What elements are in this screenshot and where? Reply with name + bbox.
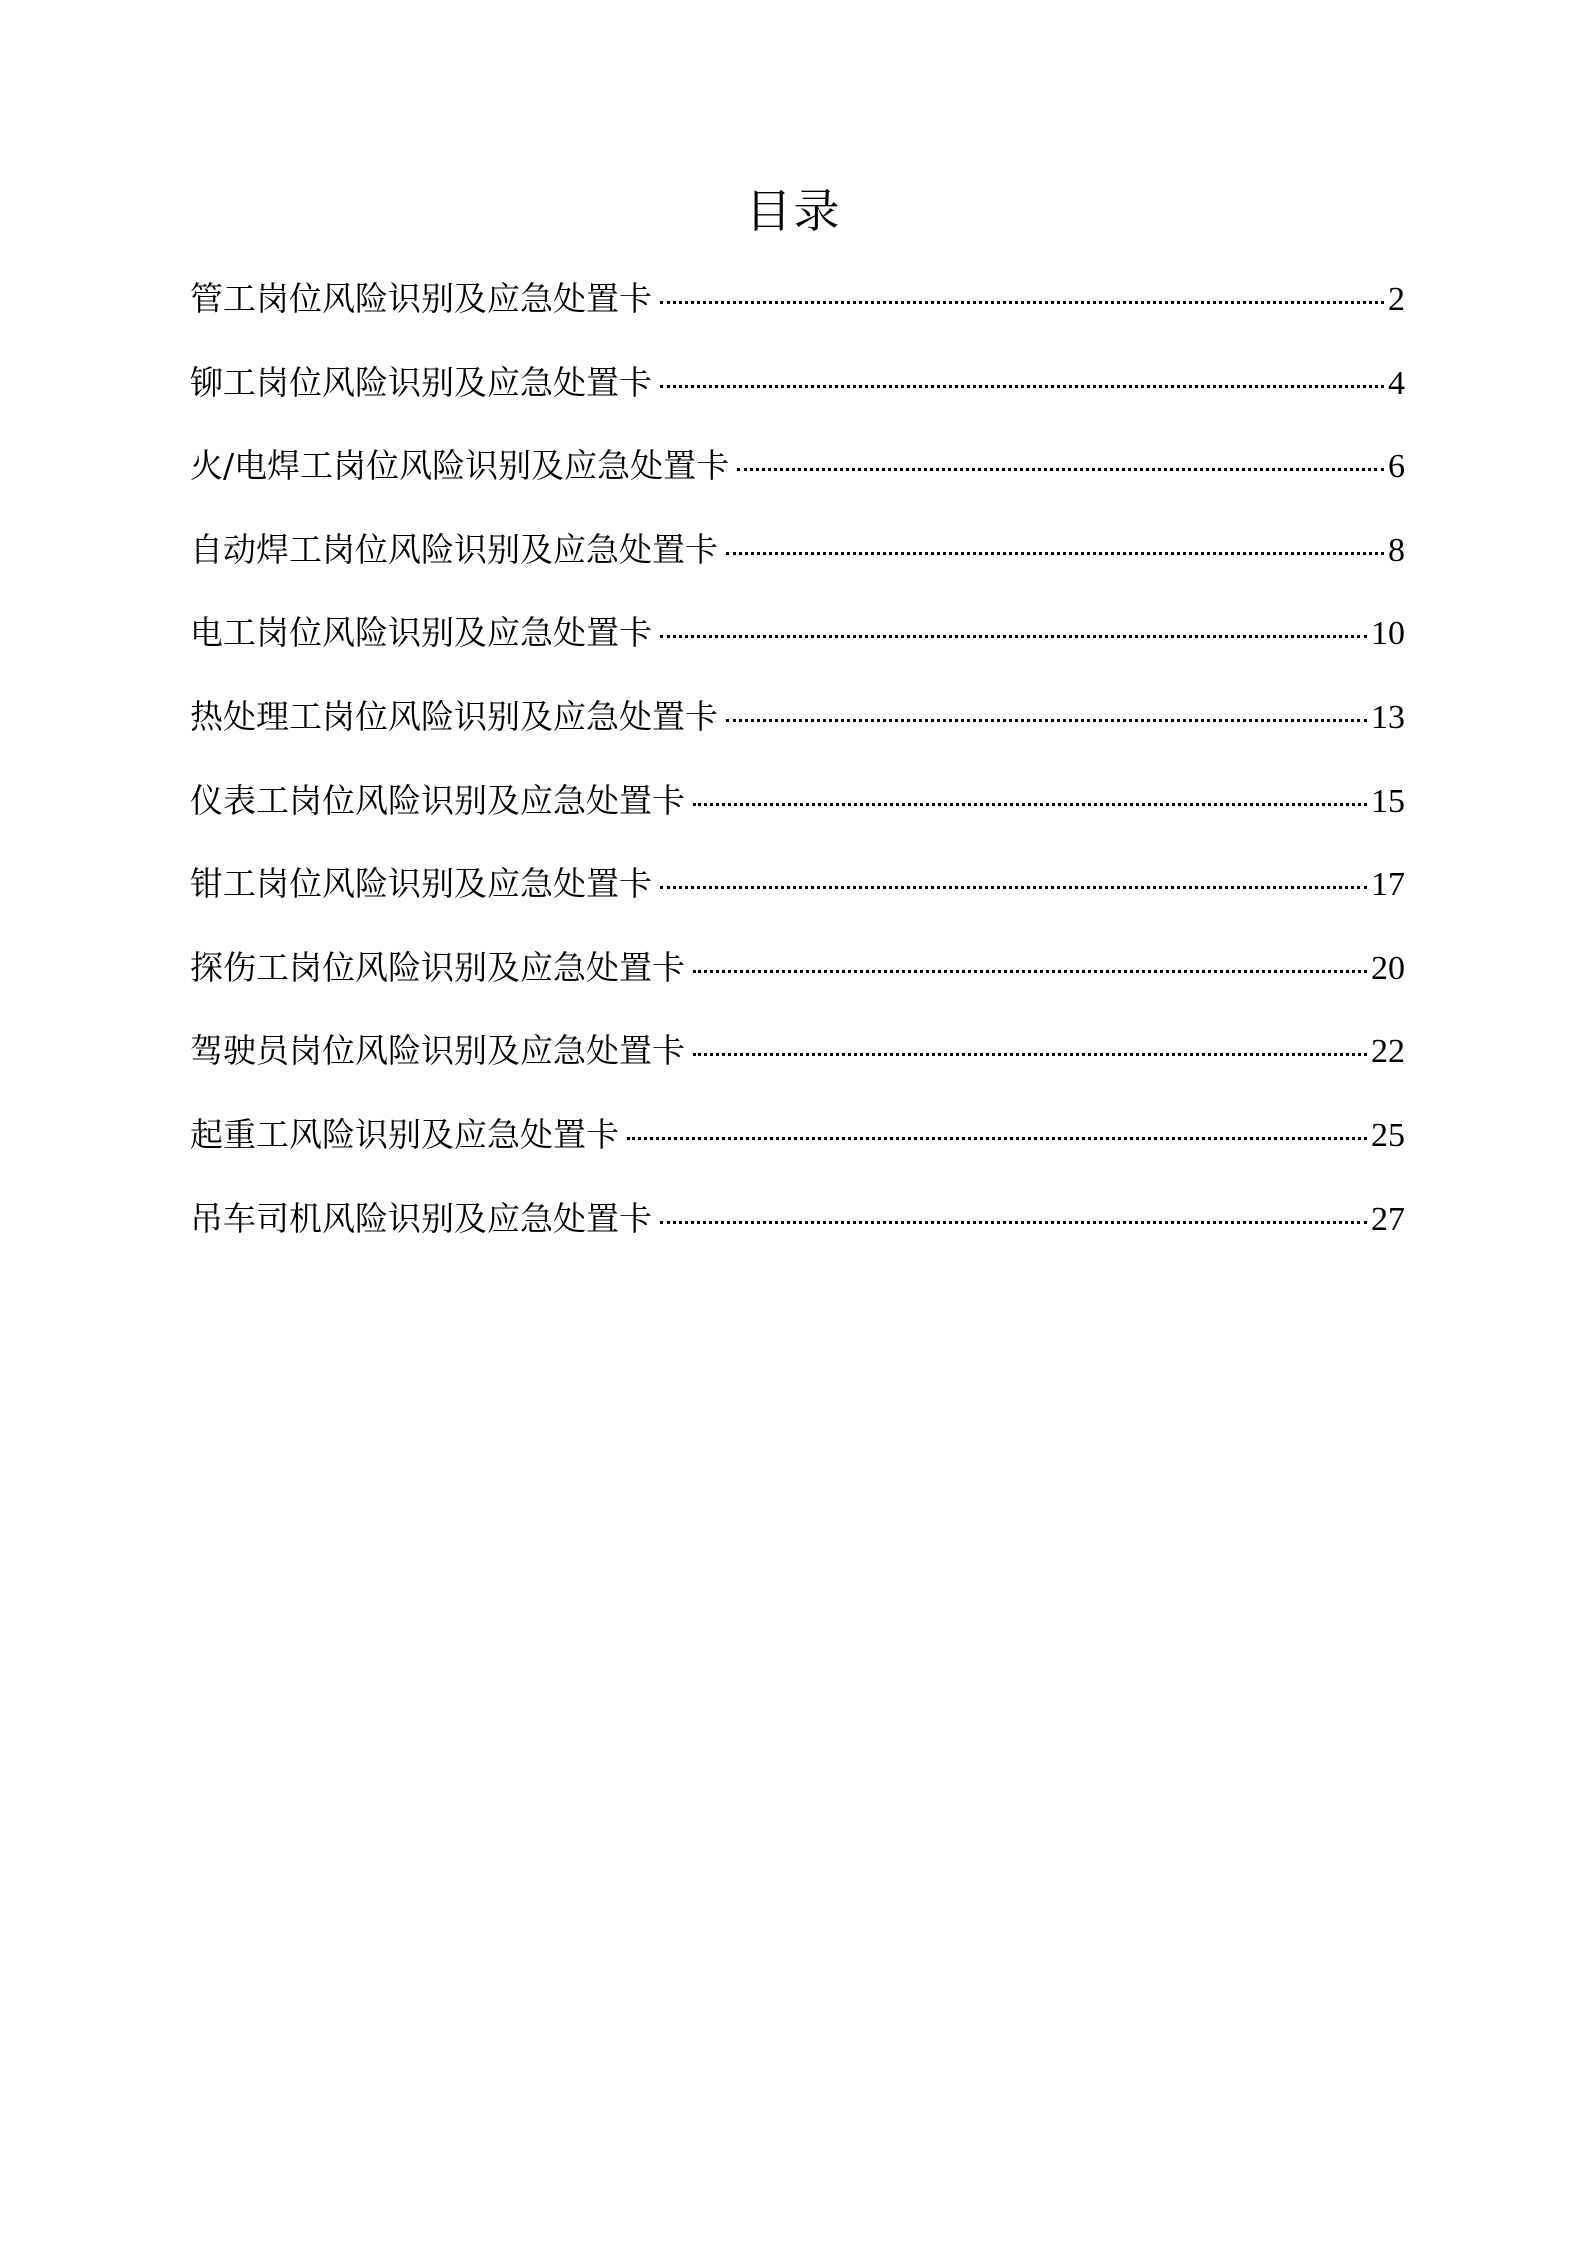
toc-dot-leader — [660, 635, 1367, 638]
toc-entry-title: 热处理工岗位风险识别及应急处置卡 — [190, 696, 718, 736]
toc-entry[interactable] — [190, 515, 1405, 599]
toc-entry[interactable] — [190, 264, 1405, 348]
toc-page-number: 20 — [1371, 949, 1405, 987]
toc-page-number: 13 — [1371, 698, 1405, 736]
toc-entry-title: 驾驶员岗位风险识别及应急处置卡 — [190, 1031, 685, 1071]
toc-entry-title: 火/电焊工岗位风险识别及应急处置卡 — [190, 446, 730, 486]
toc-page-number: 4 — [1388, 364, 1405, 402]
toc-entry-title: 探伤工岗位风险识别及应急处置卡 — [190, 947, 685, 987]
toc-dot-leader — [693, 1053, 1367, 1056]
toc-dot-leader — [660, 301, 1384, 304]
toc-entry[interactable] — [190, 348, 1405, 432]
toc-page-number: 10 — [1371, 615, 1405, 653]
toc-entry[interactable] — [190, 933, 1405, 1017]
toc-entry-title: 电工岗位风险识别及应急处置卡 — [190, 613, 652, 653]
toc-dot-leader — [660, 886, 1367, 889]
toc-entry-title: 仪表工岗位风险识别及应急处置卡 — [190, 780, 685, 820]
toc-page-number: 15 — [1371, 782, 1405, 820]
toc-entry-title: 起重工风险识别及应急处置卡 — [190, 1114, 619, 1154]
toc-dot-leader — [660, 1221, 1367, 1224]
toc-page-number: 8 — [1388, 531, 1405, 569]
toc-entry[interactable] — [190, 766, 1405, 850]
toc-entry[interactable] — [190, 598, 1405, 682]
toc-page-number: 17 — [1371, 866, 1405, 904]
toc-dot-leader — [627, 1137, 1367, 1140]
toc-entry[interactable] — [190, 1184, 1405, 1268]
toc-entry-title: 钳工岗位风险识别及应急处置卡 — [190, 864, 652, 904]
toc-dot-leader — [726, 719, 1367, 722]
toc-entry[interactable] — [190, 1100, 1405, 1184]
toc-page-number: 27 — [1371, 1200, 1405, 1238]
toc-entry[interactable] — [190, 682, 1405, 766]
toc-entry-title: 铆工岗位风险识别及应急处置卡 — [190, 362, 652, 402]
toc-title: 目录 — [745, 184, 842, 238]
toc-entry[interactable] — [190, 849, 1405, 933]
toc-dot-leader — [693, 970, 1367, 973]
toc-dot-leader — [726, 552, 1384, 555]
toc-dot-leader — [737, 468, 1384, 471]
toc-entry-title: 管工岗位风险识别及应急处置卡 — [190, 279, 652, 318]
toc-page-number: 22 — [1371, 1033, 1405, 1071]
toc-page-number: 6 — [1388, 448, 1405, 486]
toc-entry-title: 吊车司机风险识别及应急处置卡 — [190, 1198, 652, 1238]
toc-page-number: 25 — [1371, 1116, 1405, 1154]
toc-entry-title: 自动焊工岗位风险识别及应急处置卡 — [190, 529, 718, 569]
toc-dot-leader — [693, 803, 1367, 806]
toc-dot-leader — [660, 385, 1384, 388]
toc-page-number: 2 — [1388, 281, 1405, 318]
toc-entry[interactable] — [190, 1016, 1405, 1100]
toc-list — [190, 264, 1405, 1267]
toc-entry[interactable] — [190, 431, 1405, 515]
